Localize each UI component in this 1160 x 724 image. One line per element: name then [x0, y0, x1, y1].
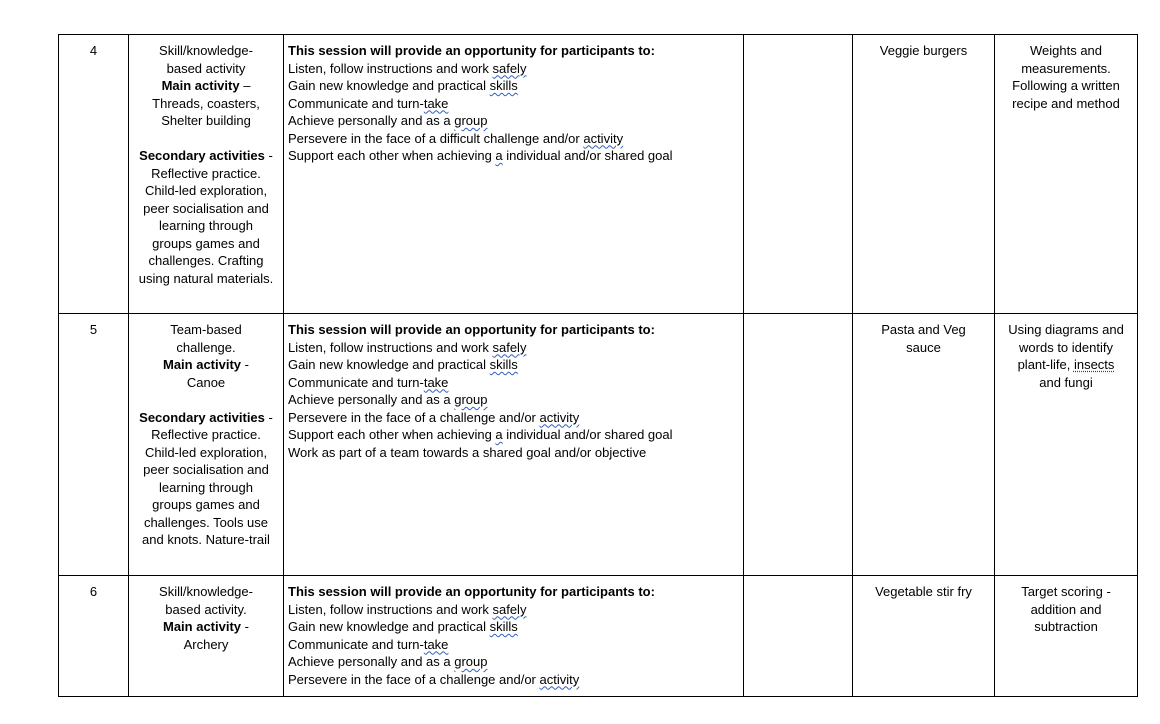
outcome-item: [288, 653, 739, 671]
spellcheck-underlined-word: activity: [539, 671, 580, 687]
main-activity-line: [133, 618, 279, 636]
secondary-activities-label: Secondary activities: [139, 409, 265, 425]
outcome-text: individual and/or shared goal: [502, 427, 673, 442]
outcome-item: Work as part of a team towards a shared goal and/or objective: [288, 444, 647, 460]
activity-cell: [129, 314, 284, 576]
secondary-activities-text: groups games and: [152, 235, 260, 251]
skills-text-part: plant-life,: [1017, 357, 1074, 372]
cooking-dish: Pasta and Veg: [881, 322, 966, 337]
cooking-dish: Vegetable stir fry: [875, 584, 972, 599]
skills-cell: [995, 35, 1138, 314]
secondary-activities-text: peer socialisation and: [143, 462, 269, 477]
skills-text: measurements.: [1021, 60, 1111, 76]
outcome-text: Achieve personally and as a: [288, 392, 455, 407]
secondary-activities-separator: -: [264, 148, 273, 163]
outcome-text: Achieve personally and as a: [288, 113, 455, 128]
secondary-activities-text: challenges. Crafting: [148, 253, 264, 268]
main-activity-separator: -: [241, 357, 249, 372]
spellcheck-underlined-word: group: [454, 392, 488, 407]
main-activity-label: Main activity: [161, 78, 240, 93]
outcome-item: [288, 60, 739, 78]
spellcheck-underlined-word: take: [423, 374, 449, 390]
main-activity-separator: –: [239, 78, 251, 93]
cooking-cell: [853, 314, 995, 576]
secondary-activities-line: [133, 409, 279, 427]
secondary-activities-text: Child-led exploration,: [144, 444, 268, 460]
skills-text: words to identify: [1019, 339, 1113, 355]
session-number: 5: [89, 322, 98, 337]
outcome-item: [288, 339, 739, 357]
outcome-text: Communicate and turn-: [288, 636, 424, 652]
outcome-item: [288, 391, 739, 409]
outcome-item: [288, 636, 739, 654]
outcome-text: Persevere in the face of a difficult challenge and/or: [288, 130, 584, 146]
table-row: [59, 576, 1138, 697]
empty-cell: [744, 35, 853, 314]
skills-text: Target scoring -: [1021, 584, 1111, 599]
session-plan-table: [58, 34, 1138, 697]
spellcheck-underlined-word: safely: [492, 60, 527, 76]
outcome-text: Persevere in the face of a challenge and/or: [288, 671, 540, 687]
activity-cell: [129, 35, 284, 314]
secondary-activities-text: Reflective practice.: [151, 165, 261, 181]
skills-text: [999, 356, 1133, 374]
spellcheck-underlined-word: activity: [539, 409, 580, 425]
activity-intro-line: challenge.: [176, 339, 236, 355]
skills-cell: [995, 314, 1138, 576]
secondary-activities-text: challenges. Tools use: [143, 514, 269, 530]
outcome-item: [288, 618, 739, 636]
learning-outcomes-cell: [284, 35, 744, 314]
skills-text: addition and: [1030, 601, 1102, 617]
secondary-activities-text: and knots. Nature-trail: [142, 532, 270, 547]
outcome-text: Persevere in the face of a challenge and/or: [288, 409, 540, 425]
outcome-item: [288, 374, 739, 392]
outcome-text: Gain new knowledge and practical: [288, 78, 490, 93]
spellcheck-underlined-word: take: [423, 95, 449, 111]
outcome-text: Support each other when achieving: [288, 148, 496, 163]
outcome-item: [288, 426, 739, 444]
outcome-item: [288, 671, 739, 689]
spellcheck-underlined-word: skills: [489, 357, 518, 372]
learning-outcomes-cell: [284, 314, 744, 576]
outcome-text: Listen, follow instructions and work: [288, 339, 493, 355]
session-number: 6: [89, 584, 98, 599]
secondary-activities-separator: -: [264, 409, 273, 425]
spellcheck-underlined-word: activity: [583, 130, 624, 146]
session-number-cell: [59, 35, 129, 314]
session-number: 4: [89, 43, 98, 58]
secondary-activities-text: using natural materials.: [138, 270, 274, 286]
session-number-cell: [59, 576, 129, 697]
secondary-activities-text: groups games and: [152, 497, 260, 512]
outcome-item: [288, 147, 739, 165]
empty-cell: [744, 576, 853, 697]
outcome-item: [288, 95, 739, 113]
cooking-dish: Veggie burgers: [879, 43, 968, 58]
main-activity-text: Threads, coasters,: [152, 95, 260, 111]
outcome-text: individual and/or shared goal: [502, 148, 673, 163]
outcome-item: [288, 77, 739, 95]
outcomes-heading: This session will provide an opportunity for participants to:: [288, 584, 655, 599]
outcome-item: [288, 601, 739, 619]
activity-cell: [129, 576, 284, 697]
spacer: [133, 130, 279, 148]
spellcheck-underlined-word: a: [495, 427, 503, 442]
cooking-dish: sauce: [906, 339, 941, 355]
outcome-item: [288, 112, 739, 130]
outcome-text: Listen, follow instructions and work: [288, 601, 493, 617]
empty-cell: [744, 314, 853, 576]
outcomes-heading: This session will provide an opportunity for participants to:: [288, 322, 655, 337]
outcome-text: Communicate and turn-: [288, 95, 424, 111]
outcome-item: [288, 409, 739, 427]
grammar-underlined-word: insects: [1073, 357, 1115, 372]
activity-intro-line: Skill/knowledge-: [159, 584, 253, 599]
main-activity-line: [133, 356, 279, 374]
outcome-item: [288, 130, 739, 148]
session-number-cell: [59, 314, 129, 576]
spellcheck-underlined-word: group: [454, 113, 488, 128]
main-activity-label: Main activity: [163, 619, 242, 634]
skills-text: recipe and method: [1012, 95, 1120, 111]
main-activity-label: Main activity: [163, 357, 242, 372]
skills-text: Weights and: [1029, 43, 1103, 58]
skills-cell: [995, 576, 1138, 697]
secondary-activities-text: Reflective practice.: [151, 427, 261, 442]
secondary-activities-text: peer socialisation and: [143, 200, 269, 216]
skills-text: Following a written: [1012, 78, 1120, 93]
skills-text: subtraction: [1034, 619, 1098, 634]
spellcheck-underlined-word: skills: [489, 78, 518, 93]
learning-outcomes-cell: [284, 576, 744, 697]
main-activity-text: Archery: [183, 636, 229, 652]
outcome-text: Listen, follow instructions and work: [288, 60, 493, 76]
secondary-activities-text: learning through: [159, 479, 253, 495]
spacer: [133, 391, 279, 409]
spellcheck-underlined-word: safely: [492, 601, 527, 617]
outcomes-heading: This session will provide an opportunity for participants to:: [288, 43, 655, 58]
table-row: [59, 35, 1138, 314]
main-activity-separator: -: [241, 619, 249, 634]
main-activity-text: Canoe: [186, 374, 226, 390]
cooking-cell: [853, 35, 995, 314]
outcome-text: Gain new knowledge and practical: [288, 619, 490, 634]
main-activity-text: Shelter building: [161, 113, 251, 128]
activity-intro-line: Team-based: [170, 322, 242, 337]
spellcheck-underlined-word: take: [423, 636, 449, 652]
spellcheck-underlined-word: group: [454, 654, 488, 669]
skills-text: and fungi: [1039, 374, 1093, 390]
secondary-activities-line: [133, 147, 279, 165]
outcome-text: Gain new knowledge and practical: [288, 357, 490, 372]
secondary-activities-label: Secondary activities: [139, 148, 265, 163]
skills-text: Using diagrams and: [1008, 322, 1124, 337]
cooking-cell: [853, 576, 995, 697]
activity-intro-line: based activity: [166, 60, 246, 76]
outcome-text: Communicate and turn-: [288, 374, 424, 390]
outcome-text: Support each other when achieving: [288, 427, 496, 442]
activity-intro-line: Skill/knowledge-: [159, 43, 253, 58]
outcome-text: Achieve personally and as a: [288, 654, 455, 669]
spellcheck-underlined-word: safely: [492, 339, 527, 355]
activity-intro-line: based activity.: [165, 601, 247, 617]
spellcheck-underlined-word: skills: [489, 619, 518, 634]
secondary-activities-text: learning through: [159, 218, 253, 233]
table-row: [59, 314, 1138, 576]
main-activity-line: [133, 77, 279, 95]
spellcheck-underlined-word: a: [495, 148, 503, 163]
outcome-item: [288, 356, 739, 374]
secondary-activities-text: Child-led exploration,: [144, 183, 268, 198]
